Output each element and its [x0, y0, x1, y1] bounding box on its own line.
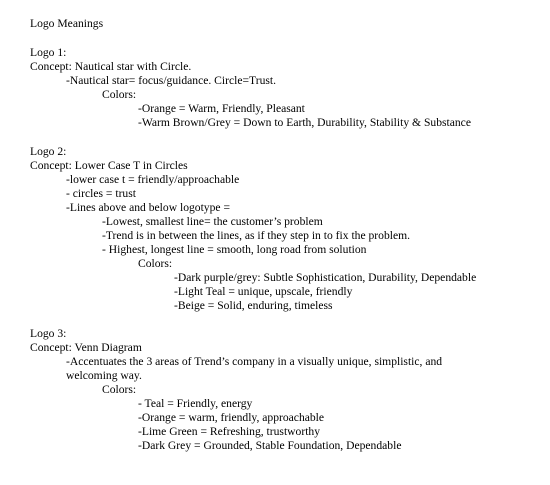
logo3-heading: Logo 3: [30, 327, 67, 340]
logo2-line-meaning: - Highest, longest line = smooth, long road from solution [102, 243, 367, 256]
logo3-color-item: -Orange = warm, friendly, approachable [138, 411, 325, 424]
logo2-concept: Concept: Lower Case T in Circles [30, 159, 188, 172]
logo3-meaning-continued: welcoming way. [66, 369, 142, 382]
logo2-color-item: -Light Teal = unique, upscale, friendly [174, 285, 353, 298]
logo3-color-item: - Teal = Friendly, energy [138, 397, 253, 410]
logo2-point: -lower case t = friendly/approachable [66, 173, 240, 186]
logo3-concept: Concept: Venn Diagram [30, 341, 142, 354]
logo1-colors-label: Colors: [102, 88, 137, 101]
logo1-color-item: -Orange = Warm, Friendly, Pleasant [138, 102, 305, 115]
logo1-concept: Concept: Nautical star with Circle. [30, 60, 192, 73]
logo3-color-item: -Dark Grey = Grounded, Stable Foundation, Dependable [138, 439, 402, 452]
logo1-heading: Logo 1: [30, 46, 67, 59]
logo2-line-meaning: -Lowest, smallest line= the customer’s problem [102, 215, 323, 228]
logo2-color-item: -Beige = Solid, enduring, timeless [174, 299, 333, 312]
logo2-heading: Logo 2: [30, 145, 67, 158]
logo2-color-item: -Dark purple/grey: Subtle Sophistication, Durability, Dependable [174, 271, 477, 284]
logo3-color-item: -Lime Green = Refreshing, trustworthy [138, 425, 321, 438]
logo2-point: - circles = trust [66, 187, 136, 200]
logo2-point: -Lines above and below logotype = [66, 201, 230, 214]
logo2-colors-label: Colors: [138, 257, 173, 270]
logo2-line-meaning: -Trend is in between the lines, as if they step in to fix the problem. [102, 229, 411, 242]
logo1-meaning: -Nautical star= focus/guidance. Circle=Trust. [66, 74, 277, 87]
logo3-meaning: -Accentuates the 3 areas of Trend’s company in a visually unique, simplistic, and [66, 355, 443, 368]
logo3-colors-label: Colors: [102, 383, 137, 396]
logo1-color-item: -Warm Brown/Grey = Down to Earth, Durability, Stability & Substance [138, 116, 471, 129]
document-title: Logo Meanings [30, 17, 104, 30]
